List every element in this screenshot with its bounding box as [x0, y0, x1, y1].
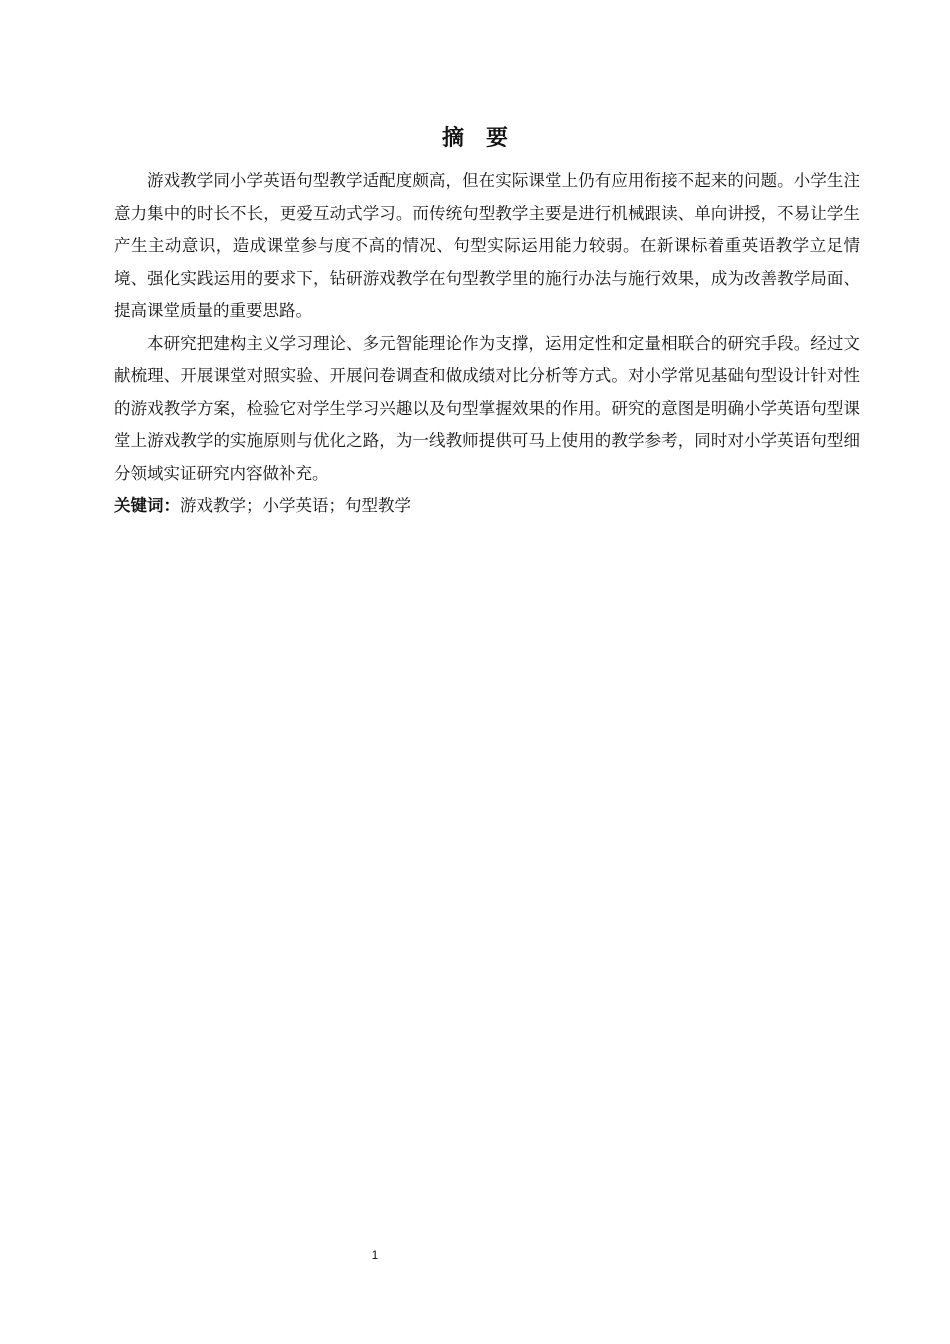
abstract-body: [114, 165, 860, 523]
keywords-label: 关键词：: [114, 496, 180, 515]
abstract-title: 摘要: [441, 126, 530, 151]
keywords-line: [114, 490, 860, 523]
abstract-paragraph-2: 本研究把建构主义学习理论、多元智能理论作为支撑，运用定性和定量相联合的研究手段。经过文献梳理、开展课堂对照实验、开展问卷调查和做成绩对比分析等方式。对小学常见基础句型设计针对性的游戏教学方案，检验它对学生学习兴趣以及句型掌握效果的作用。研究的意图是明确小学英语句型课堂上游戏教学的实施原则与优化之路，为一线教师提供可马上使用的教学参考，同时对小学英语句型细分领域实证研究内容做补充。: [114, 333, 860, 483]
abstract-paragraph-1: 游戏教学同小学英语句型教学适配度颇高，但在实际课堂上仍有应用衔接不起来的问题。小学生注意力集中的时长不长，更爱互动式学习。而传统句型教学主要是进行机械跟读、单向讲授，不易让学生产生主动意识，造成课堂参与度不高的情况、句型实际运用能力较弱。在新课标着重英语教学立足情境、强化实践运用的要求下，钻研游戏教学在句型教学里的施行办法与施行效果，成为改善教学局面、提高课堂质量的重要思路。: [114, 171, 860, 320]
keywords-text: 游戏教学；小学英语；句型教学: [180, 496, 411, 515]
page-number: 1: [371, 1248, 379, 1262]
